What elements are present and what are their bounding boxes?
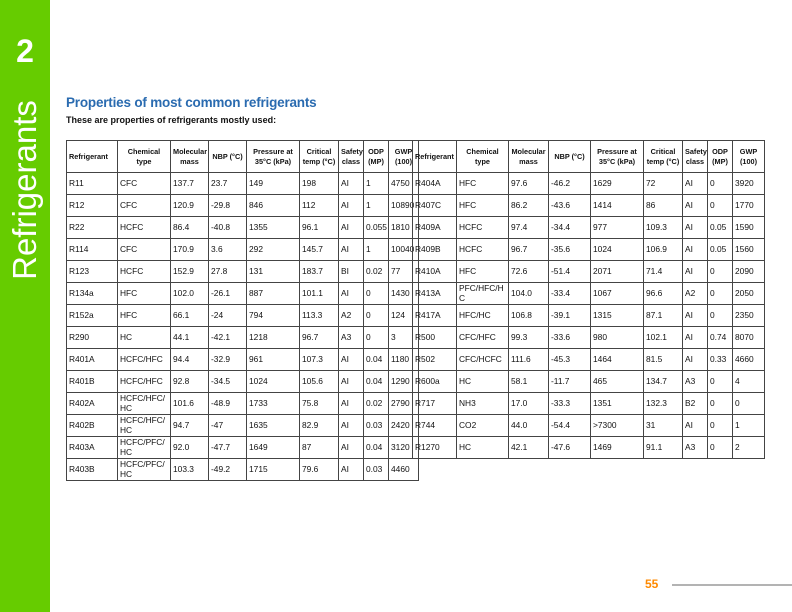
- table-cell: 86.2: [509, 195, 549, 217]
- table-cell: AI: [683, 217, 708, 239]
- table-cell: -47: [209, 415, 247, 437]
- table-cell: 94.7: [171, 415, 209, 437]
- table-cell: B2: [683, 393, 708, 415]
- table-cell: 4750: [389, 173, 419, 195]
- table-cell: AI: [683, 305, 708, 327]
- table-cell: 0.04: [364, 437, 389, 459]
- page-heading: Properties of most common refrigerants: [66, 95, 317, 110]
- table-cell: R402B: [67, 415, 118, 437]
- table-cell: 0.04: [364, 371, 389, 393]
- table-cell: -33.3: [549, 393, 591, 415]
- column-header: Chemical type: [457, 141, 509, 173]
- table-cell: 91.1: [644, 437, 683, 459]
- table-cell: 961: [247, 349, 300, 371]
- table-cell: 1733: [247, 393, 300, 415]
- column-header: Pressure at 35°C (kPa): [591, 141, 644, 173]
- table-cell: 124: [389, 305, 419, 327]
- table-cell: AI: [339, 393, 364, 415]
- chapter-number: 2: [16, 33, 34, 69]
- table-cell: 1290: [389, 371, 419, 393]
- table-cell: 0.33: [708, 349, 733, 371]
- table-cell: -47.6: [549, 437, 591, 459]
- table-cell: 3120: [389, 437, 419, 459]
- table-cell: R600a: [413, 371, 457, 393]
- table-cell: R401B: [67, 371, 118, 393]
- column-header: GWP (100): [389, 141, 419, 173]
- table-cell: 79.6: [300, 459, 339, 481]
- table-cell: AI: [339, 459, 364, 481]
- table-cell: AI: [683, 173, 708, 195]
- table-cell: R403A: [67, 437, 118, 459]
- table-row: [413, 173, 765, 195]
- table-cell: 2090: [733, 261, 765, 283]
- table-cell: 120.9: [171, 195, 209, 217]
- table-cell: 1067: [591, 283, 644, 305]
- table-cell: HFC: [457, 173, 509, 195]
- table-cell: HCFC/HFC: [118, 349, 171, 371]
- table-cell: 58.1: [509, 371, 549, 393]
- table-cell: 109.3: [644, 217, 683, 239]
- table-cell: R409B: [413, 239, 457, 261]
- table-cell: AI: [339, 349, 364, 371]
- table-cell: 1024: [591, 239, 644, 261]
- table-cell: AI: [339, 195, 364, 217]
- table-cell: -42.1: [209, 327, 247, 349]
- table-row: [67, 327, 419, 349]
- refrigerant-table-right: [412, 140, 765, 459]
- table-cell: 97.4: [509, 217, 549, 239]
- page-subheading: These are properties of refrigerants mostly used:: [66, 115, 277, 125]
- table-row: [413, 217, 765, 239]
- table-cell: 0.74: [708, 327, 733, 349]
- table-cell: AI: [339, 437, 364, 459]
- table-cell: 66.1: [171, 305, 209, 327]
- table-cell: CO2: [457, 415, 509, 437]
- table-cell: 1629: [591, 173, 644, 195]
- table-row: [67, 239, 419, 261]
- table-cell: 1590: [733, 217, 765, 239]
- table-cell: 107.3: [300, 349, 339, 371]
- table-cell: 1464: [591, 349, 644, 371]
- table-cell: 137.7: [171, 173, 209, 195]
- table-cell: 0: [708, 371, 733, 393]
- table-row: [67, 459, 419, 481]
- table-cell: A3: [683, 437, 708, 459]
- table-cell: 10040: [389, 239, 419, 261]
- table-cell: HCFC: [457, 239, 509, 261]
- table-cell: 106.9: [644, 239, 683, 261]
- table-cell: 97.6: [509, 173, 549, 195]
- table-cell: -48.9: [209, 393, 247, 415]
- table-cell: 980: [591, 327, 644, 349]
- table-cell: HCFC/HFC: [118, 371, 171, 393]
- table-cell: CFC: [118, 239, 171, 261]
- table-cell: AI: [683, 261, 708, 283]
- table-cell: 94.4: [171, 349, 209, 371]
- column-header: NBP (°C): [209, 141, 247, 173]
- table-cell: HFC: [457, 261, 509, 283]
- column-header: Pressure at 35°C (kPa): [247, 141, 300, 173]
- table-cell: -46.2: [549, 173, 591, 195]
- table-cell: AI: [339, 173, 364, 195]
- column-header: Critical temp (°C): [300, 141, 339, 173]
- table-cell: 2350: [733, 305, 765, 327]
- table-row: [67, 415, 419, 437]
- table-cell: 96.6: [644, 283, 683, 305]
- table-cell: -35.6: [549, 239, 591, 261]
- table-cell: -43.6: [549, 195, 591, 217]
- table-cell: -26.1: [209, 283, 247, 305]
- table-cell: AI: [683, 195, 708, 217]
- table-cell: -33.6: [549, 327, 591, 349]
- table-cell: 102.1: [644, 327, 683, 349]
- table-cell: 145.7: [300, 239, 339, 261]
- table-cell: 1: [364, 195, 389, 217]
- table-row: [413, 349, 765, 371]
- table-cell: AI: [339, 371, 364, 393]
- table-row: [413, 261, 765, 283]
- table-cell: 106.8: [509, 305, 549, 327]
- table-cell: 3: [389, 327, 419, 349]
- table-cell: CFC/HCFC: [457, 349, 509, 371]
- table-cell: 23.7: [209, 173, 247, 195]
- table-cell: 44.0: [509, 415, 549, 437]
- table-cell: HCFC/PFC/ HC: [118, 437, 171, 459]
- table-cell: -34.4: [549, 217, 591, 239]
- table-cell: R403B: [67, 459, 118, 481]
- table-cell: CFC: [118, 195, 171, 217]
- table-row: [67, 261, 419, 283]
- table-cell: 0: [708, 173, 733, 195]
- table-cell: 1024: [247, 371, 300, 393]
- table-cell: 101.1: [300, 283, 339, 305]
- table-cell: R290: [67, 327, 118, 349]
- table-cell: 0: [708, 437, 733, 459]
- table-cell: -39.1: [549, 305, 591, 327]
- table-cell: -40.8: [209, 217, 247, 239]
- table-cell: 0.03: [364, 415, 389, 437]
- table-row: [413, 437, 765, 459]
- table-cell: AI: [683, 327, 708, 349]
- table-cell: A3: [683, 371, 708, 393]
- table-cell: 0: [364, 327, 389, 349]
- table-cell: 0: [733, 393, 765, 415]
- table-cell: 81.5: [644, 349, 683, 371]
- table-cell: 8070: [733, 327, 765, 349]
- table-cell: CFC/HFC: [457, 327, 509, 349]
- table-cell: -34.5: [209, 371, 247, 393]
- column-header: ODP (MP): [708, 141, 733, 173]
- table-cell: 1770: [733, 195, 765, 217]
- table-cell: 96.7: [509, 239, 549, 261]
- table-row: [67, 195, 419, 217]
- table-cell: 112: [300, 195, 339, 217]
- table-cell: R502: [413, 349, 457, 371]
- table-cell: 465: [591, 371, 644, 393]
- table-cell: 292: [247, 239, 300, 261]
- table-cell: -29.8: [209, 195, 247, 217]
- table-cell: 71.4: [644, 261, 683, 283]
- table-cell: AI: [683, 415, 708, 437]
- table-row: [67, 371, 419, 393]
- table-cell: 10890: [389, 195, 419, 217]
- table-cell: R417A: [413, 305, 457, 327]
- table-cell: -47.7: [209, 437, 247, 459]
- table-cell: 1430: [389, 283, 419, 305]
- table-cell: A2: [683, 283, 708, 305]
- table-row: [67, 217, 419, 239]
- table-cell: 1180: [389, 349, 419, 371]
- table-cell: BI: [339, 261, 364, 283]
- table-cell: 44.1: [171, 327, 209, 349]
- table-cell: HCFC/HFC/ HC: [118, 393, 171, 415]
- table-cell: 2071: [591, 261, 644, 283]
- table-cell: AI: [339, 217, 364, 239]
- table-cell: 1351: [591, 393, 644, 415]
- table-cell: HCFC/HFC/ HC: [118, 415, 171, 437]
- table-cell: 0: [708, 415, 733, 437]
- table-cell: >7300: [591, 415, 644, 437]
- table-cell: A2: [339, 305, 364, 327]
- table-cell: 0.03: [364, 459, 389, 481]
- table-cell: 102.0: [171, 283, 209, 305]
- chapter-title: Refrigerants: [6, 100, 43, 280]
- table-cell: 1649: [247, 437, 300, 459]
- table-cell: 0: [708, 305, 733, 327]
- table-cell: R123: [67, 261, 118, 283]
- table-cell: HCFC: [457, 217, 509, 239]
- column-header: Refrigerant: [67, 141, 118, 173]
- table-cell: 111.6: [509, 349, 549, 371]
- table-cell: 149: [247, 173, 300, 195]
- column-header: Critical temp (°C): [644, 141, 683, 173]
- table-cell: 183.7: [300, 261, 339, 283]
- table-cell: 113.3: [300, 305, 339, 327]
- table-cell: 0.04: [364, 349, 389, 371]
- table-row: [413, 393, 765, 415]
- column-header: ODP (MP): [364, 141, 389, 173]
- table-cell: 92.8: [171, 371, 209, 393]
- table-cell: 0.02: [364, 393, 389, 415]
- table-row: [413, 415, 765, 437]
- table-cell: 2790: [389, 393, 419, 415]
- table-cell: 132.3: [644, 393, 683, 415]
- table-cell: R22: [67, 217, 118, 239]
- table-cell: 0.055: [364, 217, 389, 239]
- table-cell: AI: [339, 239, 364, 261]
- table-cell: 0.05: [708, 217, 733, 239]
- table-cell: 105.6: [300, 371, 339, 393]
- table-row: [413, 195, 765, 217]
- table-cell: R11: [67, 173, 118, 195]
- table-cell: AI: [683, 349, 708, 371]
- table-cell: -45.3: [549, 349, 591, 371]
- table-cell: 134.7: [644, 371, 683, 393]
- table-row: [413, 371, 765, 393]
- table-cell: HC: [457, 371, 509, 393]
- table-cell: HFC: [457, 195, 509, 217]
- table-cell: R114: [67, 239, 118, 261]
- table-cell: 87.1: [644, 305, 683, 327]
- table-cell: HC: [118, 327, 171, 349]
- table-cell: 101.6: [171, 393, 209, 415]
- table-cell: 104.0: [509, 283, 549, 305]
- table-cell: -33.4: [549, 283, 591, 305]
- table-cell: 0: [708, 195, 733, 217]
- table-cell: 794: [247, 305, 300, 327]
- table-cell: 1414: [591, 195, 644, 217]
- table-cell: 0: [708, 393, 733, 415]
- table-cell: 152.9: [171, 261, 209, 283]
- table-cell: HFC: [118, 283, 171, 305]
- table-cell: 96.7: [300, 327, 339, 349]
- table-cell: 1355: [247, 217, 300, 239]
- table-cell: 2: [733, 437, 765, 459]
- table-cell: 0: [364, 305, 389, 327]
- table-cell: 170.9: [171, 239, 209, 261]
- table-cell: CFC: [118, 173, 171, 195]
- table-cell: R413A: [413, 283, 457, 305]
- table-cell: 0: [708, 261, 733, 283]
- table-cell: -54.4: [549, 415, 591, 437]
- table-row: [413, 327, 765, 349]
- table-cell: 1218: [247, 327, 300, 349]
- table-cell: 2050: [733, 283, 765, 305]
- table-cell: 1: [364, 173, 389, 195]
- table-cell: R134a: [67, 283, 118, 305]
- table-cell: 0: [708, 283, 733, 305]
- table-cell: 131: [247, 261, 300, 283]
- table-cell: 846: [247, 195, 300, 217]
- table-cell: R717: [413, 393, 457, 415]
- table-row: [413, 239, 765, 261]
- page-number: 55: [645, 577, 659, 591]
- table-cell: 4460: [389, 459, 419, 481]
- table-cell: 17.0: [509, 393, 549, 415]
- table-cell: PFC/HFC/H C: [457, 283, 509, 305]
- table-cell: 1715: [247, 459, 300, 481]
- table-cell: 3.6: [209, 239, 247, 261]
- column-header: Refrigerant: [413, 141, 457, 173]
- footer-rule: [672, 584, 792, 586]
- table-cell: HFC: [118, 305, 171, 327]
- table-cell: 86.4: [171, 217, 209, 239]
- table-cell: 198: [300, 173, 339, 195]
- table-cell: R407C: [413, 195, 457, 217]
- table-cell: 87: [300, 437, 339, 459]
- refrigerant-table-left: [66, 140, 419, 481]
- table-cell: AI: [339, 415, 364, 437]
- table-cell: 1635: [247, 415, 300, 437]
- table-cell: 3920: [733, 173, 765, 195]
- column-header: NBP (°C): [549, 141, 591, 173]
- table-cell: 77: [389, 261, 419, 283]
- table-cell: R401A: [67, 349, 118, 371]
- table-cell: 1: [364, 239, 389, 261]
- table-cell: 1469: [591, 437, 644, 459]
- table-cell: 1810: [389, 217, 419, 239]
- table-cell: R500: [413, 327, 457, 349]
- table-cell: 96.1: [300, 217, 339, 239]
- table-cell: R410A: [413, 261, 457, 283]
- table-cell: 887: [247, 283, 300, 305]
- table-row: [67, 173, 419, 195]
- table-cell: AI: [339, 283, 364, 305]
- table-cell: 92.0: [171, 437, 209, 459]
- table-row: [413, 283, 765, 305]
- column-header: GWP (100): [733, 141, 765, 173]
- table-cell: 4: [733, 371, 765, 393]
- table-row: [413, 305, 765, 327]
- column-header: Safety class: [683, 141, 708, 173]
- table-row: [67, 393, 419, 415]
- table-cell: 4660: [733, 349, 765, 371]
- table-cell: NH3: [457, 393, 509, 415]
- table-cell: 86: [644, 195, 683, 217]
- table-cell: R12: [67, 195, 118, 217]
- table-cell: 0.02: [364, 261, 389, 283]
- table-cell: 75.8: [300, 393, 339, 415]
- table-cell: 977: [591, 217, 644, 239]
- table-cell: -11.7: [549, 371, 591, 393]
- table-cell: 72: [644, 173, 683, 195]
- table-cell: 0: [364, 283, 389, 305]
- table-cell: 31: [644, 415, 683, 437]
- table-cell: R409A: [413, 217, 457, 239]
- table-cell: HFC/HC: [457, 305, 509, 327]
- table-cell: -24: [209, 305, 247, 327]
- table-cell: 27.8: [209, 261, 247, 283]
- table-cell: -51.4: [549, 261, 591, 283]
- table-cell: 99.3: [509, 327, 549, 349]
- table-row: [67, 283, 419, 305]
- table-cell: R402A: [67, 393, 118, 415]
- chapter-side-bar: [0, 0, 50, 612]
- table-cell: AI: [683, 239, 708, 261]
- table-cell: HCFC: [118, 217, 171, 239]
- table-cell: HCFC/PFC/ HC: [118, 459, 171, 481]
- column-header: Chemical type: [118, 141, 171, 173]
- table-cell: -49.2: [209, 459, 247, 481]
- table-cell: 2420: [389, 415, 419, 437]
- column-header: Safety class: [339, 141, 364, 173]
- table-cell: 103.3: [171, 459, 209, 481]
- table-cell: R152a: [67, 305, 118, 327]
- table-cell: 1560: [733, 239, 765, 261]
- table-row: [67, 437, 419, 459]
- table-cell: HCFC: [118, 261, 171, 283]
- table-cell: R1270: [413, 437, 457, 459]
- table-cell: A3: [339, 327, 364, 349]
- column-header: Molecular mass: [509, 141, 549, 173]
- table-row: [67, 349, 419, 371]
- table-cell: 0.05: [708, 239, 733, 261]
- table-cell: R744: [413, 415, 457, 437]
- table-cell: -32.9: [209, 349, 247, 371]
- table-cell: 1315: [591, 305, 644, 327]
- column-header: Molecular mass: [171, 141, 209, 173]
- table-cell: 1: [733, 415, 765, 437]
- table-cell: HC: [457, 437, 509, 459]
- table-row: [67, 305, 419, 327]
- table-cell: 82.9: [300, 415, 339, 437]
- table-cell: 72.6: [509, 261, 549, 283]
- table-cell: R404A: [413, 173, 457, 195]
- table-cell: 42.1: [509, 437, 549, 459]
